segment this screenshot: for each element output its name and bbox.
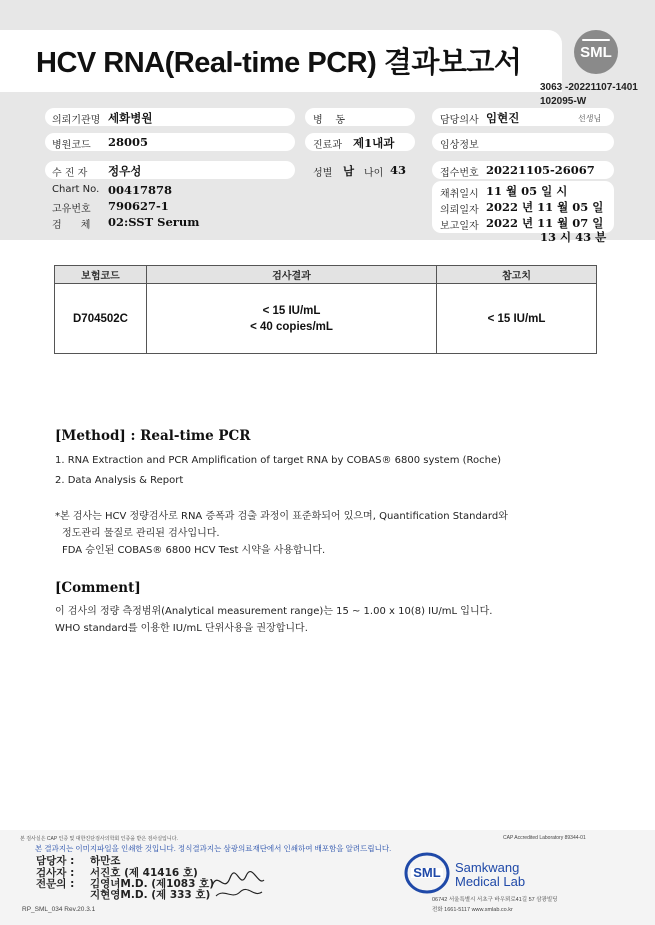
column-header-code: 보험코드	[55, 266, 147, 284]
hospital-code-value: 28005	[108, 135, 149, 149]
receipt-label: 접수번호	[440, 168, 479, 179]
tester-label: 검사자 :	[36, 867, 75, 879]
footer-notice: 본 결과지는 이미지파일을 인쇄한 것입니다. 정식결과지는 삼광의료재단에서 인쇄하여 배포함을 알려드립니다.	[35, 844, 392, 853]
recipient-value: 정우성	[108, 164, 142, 178]
doctor-value: 임현진	[486, 111, 520, 125]
company-name-line-2: Medical Lab	[455, 874, 526, 889]
document-number: 3063 -20221107-1401	[540, 82, 638, 93]
specialist-2: 지현영M.D. (제 333 호)	[90, 889, 211, 901]
table-row	[55, 284, 597, 354]
unique-no-value: 790627-1	[108, 199, 169, 213]
request-value: 2022 년 11 월 05 일	[486, 200, 604, 214]
company-address: 06742 서울특별시 서초구 바우뫼로41길 57 삼광빌딩	[432, 897, 558, 903]
footer-fine-print: 본 검사실은 CAP 인증 및 대한진단검사의학회 인증을 받은 검사실입니다.	[20, 836, 178, 842]
age-value: 43	[390, 163, 407, 177]
clinical-label: 임상정보	[440, 140, 479, 151]
report-time: 13 시 43 분	[540, 230, 607, 244]
doctor-suffix: 선생님	[578, 114, 602, 123]
comment-line-1: 이 검사의 정량 측정범위(Analytical measurement range)는 15 ~ 1.00 x 10(8) IU/mL 입니다.	[55, 606, 493, 617]
method-note-2: 정도관리 물질로 관리된 검사입니다.	[62, 528, 220, 539]
chart-no-label: Chart No.	[52, 184, 100, 195]
institution-label: 의뢰기관명	[52, 115, 101, 126]
column-header-result: 검사결과	[147, 266, 437, 284]
staff-value: 하만조	[90, 855, 121, 867]
comment-heading: [Comment]	[55, 580, 141, 596]
method-note-1: *본 검사는 HCV 정량검사로 RNA 증폭과 검출 과정이 표준화되어 있으며, Quantification Standard와	[55, 511, 508, 522]
unique-no-label: 고유번호	[52, 204, 91, 215]
sex-label: 성별	[313, 168, 333, 179]
test-result-cell	[147, 284, 437, 354]
institution-value: 세화병원	[108, 111, 153, 125]
specialist-1: 김영녀M.D. (제1083 호)	[90, 878, 214, 890]
method-line-1: 1. RNA Extraction and PCR Amplification of target RNA by COBAS® 6800 system (Roche)	[55, 455, 502, 466]
method-heading: [Method] : Real-time PCR	[55, 428, 251, 444]
company-name-line-1: Samkwang	[455, 860, 520, 875]
specimen-value: 02:SST Serum	[108, 215, 200, 229]
signature-image	[210, 864, 266, 900]
age-label: 나이	[364, 168, 384, 179]
report-title: HCV RNA(Real-time PCR) 결과보고서	[36, 47, 522, 79]
sex-value: 남	[343, 164, 355, 178]
chart-no-value: 00417878	[108, 183, 173, 197]
report-value: 2022 년 11 월 07 일	[486, 216, 604, 230]
test-result-copies: < 40 copies/mL	[250, 320, 333, 333]
comment-line-2: WHO standard를 이용한 IU/mL 단위사용을 권장합니다.	[55, 623, 308, 634]
ward-label: 병 동	[313, 115, 346, 126]
document-number-suffix: 102095-W	[540, 96, 587, 107]
cap-accreditation: CAP Accredited Laboratory 89344-01	[503, 835, 586, 841]
hospital-code-label: 병원코드	[52, 140, 91, 151]
svg-text:SML: SML	[413, 865, 441, 880]
results-table	[54, 265, 597, 354]
recipient-label: 수 진 자	[52, 168, 88, 179]
test-result-iu: < 15 IU/mL	[262, 304, 321, 317]
staff-label: 담당자 :	[36, 855, 75, 867]
collect-label: 채취일시	[440, 189, 479, 200]
receipt-value: 20221105-26067	[486, 163, 595, 177]
request-label: 의뢰일자	[440, 205, 479, 216]
column-header-reference: 참고치	[437, 266, 597, 284]
collect-value: 11 월 05 일 시	[486, 184, 568, 198]
sml-logo-badge: SML	[574, 30, 618, 74]
specialist-label: 전문의 :	[36, 878, 75, 890]
specimen-label: 검 체	[52, 220, 91, 231]
method-note-3: FDA 승인된 COBAS® 6800 HCV Test 시약을 사용합니다.	[62, 545, 326, 556]
tester-value: 서진호 (제 41416 호)	[90, 867, 198, 879]
company-phone: 전화 1661-5117 www.smlab.co.kr	[432, 907, 513, 913]
form-code: RP_SML_034 Rev.20.3.1	[22, 906, 96, 913]
method-line-2: 2. Data Analysis & Report	[55, 475, 184, 486]
table-header-row	[55, 266, 597, 284]
department-label: 진료과	[313, 140, 342, 151]
insurance-code-cell: D704502C	[55, 284, 147, 354]
reference-cell: < 15 IU/mL	[437, 284, 597, 354]
samkwang-logo-icon	[404, 852, 450, 894]
department-value: 제1내과	[353, 136, 395, 150]
doctor-label: 담당의사	[440, 115, 479, 126]
report-label: 보고일자	[440, 221, 479, 232]
